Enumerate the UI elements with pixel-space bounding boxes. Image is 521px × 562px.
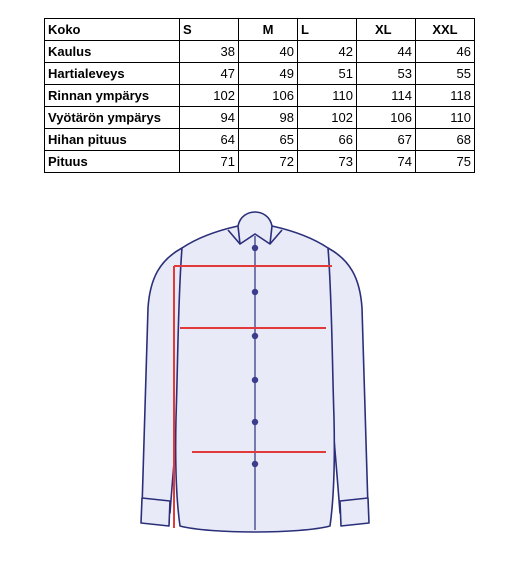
header-cell-xl: XL	[357, 19, 416, 41]
table-cell: 118	[416, 85, 475, 107]
table-row	[45, 63, 475, 85]
table-cell: 42	[298, 41, 357, 63]
table-cell: 67	[357, 129, 416, 151]
table-cell: 106	[239, 85, 298, 107]
table-cell: 68	[416, 129, 475, 151]
header-cell-koko: Koko	[45, 19, 180, 41]
table-cell: 73	[298, 151, 357, 173]
row-label: Hartialeveys	[45, 63, 180, 85]
table-cell: 47	[180, 63, 239, 85]
table-cell: 114	[357, 85, 416, 107]
table-cell: 110	[298, 85, 357, 107]
table-row	[45, 85, 475, 107]
table-cell: 110	[416, 107, 475, 129]
table-cell: 49	[239, 63, 298, 85]
table-cell: 74	[357, 151, 416, 173]
row-label: Vyötärön ympärys	[45, 107, 180, 129]
table-cell: 46	[416, 41, 475, 63]
table-cell: 75	[416, 151, 475, 173]
table-cell: 38	[180, 41, 239, 63]
table-cell: 55	[416, 63, 475, 85]
row-label: Rinnan ympärys	[45, 85, 180, 107]
table-cell: 66	[298, 129, 357, 151]
header-cell-m: M	[239, 19, 298, 41]
header-cell-l: L	[298, 19, 357, 41]
table-row	[45, 151, 475, 173]
row-label: Kaulus	[45, 41, 180, 63]
shirt-illustration	[120, 208, 390, 538]
header-cell-s: S	[180, 19, 239, 41]
left-cuff	[141, 498, 170, 526]
row-label: Hihan pituus	[45, 129, 180, 151]
right-cuff	[340, 498, 369, 526]
table-row	[45, 129, 475, 151]
size-table	[44, 18, 475, 173]
table-cell: 44	[357, 41, 416, 63]
table-row	[45, 41, 475, 63]
row-label: Pituus	[45, 151, 180, 173]
table-header-row	[45, 19, 475, 41]
table-cell: 53	[357, 63, 416, 85]
table-cell: 64	[180, 129, 239, 151]
table-cell: 51	[298, 63, 357, 85]
table-cell: 72	[239, 151, 298, 173]
table-cell: 40	[239, 41, 298, 63]
table-cell: 98	[239, 107, 298, 129]
table-cell: 102	[180, 85, 239, 107]
table-cell: 106	[357, 107, 416, 129]
table-row	[45, 107, 475, 129]
header-cell-xxl: XXL	[416, 19, 475, 41]
table-cell: 102	[298, 107, 357, 129]
table-cell: 71	[180, 151, 239, 173]
table-cell: 94	[180, 107, 239, 129]
table-cell: 65	[239, 129, 298, 151]
